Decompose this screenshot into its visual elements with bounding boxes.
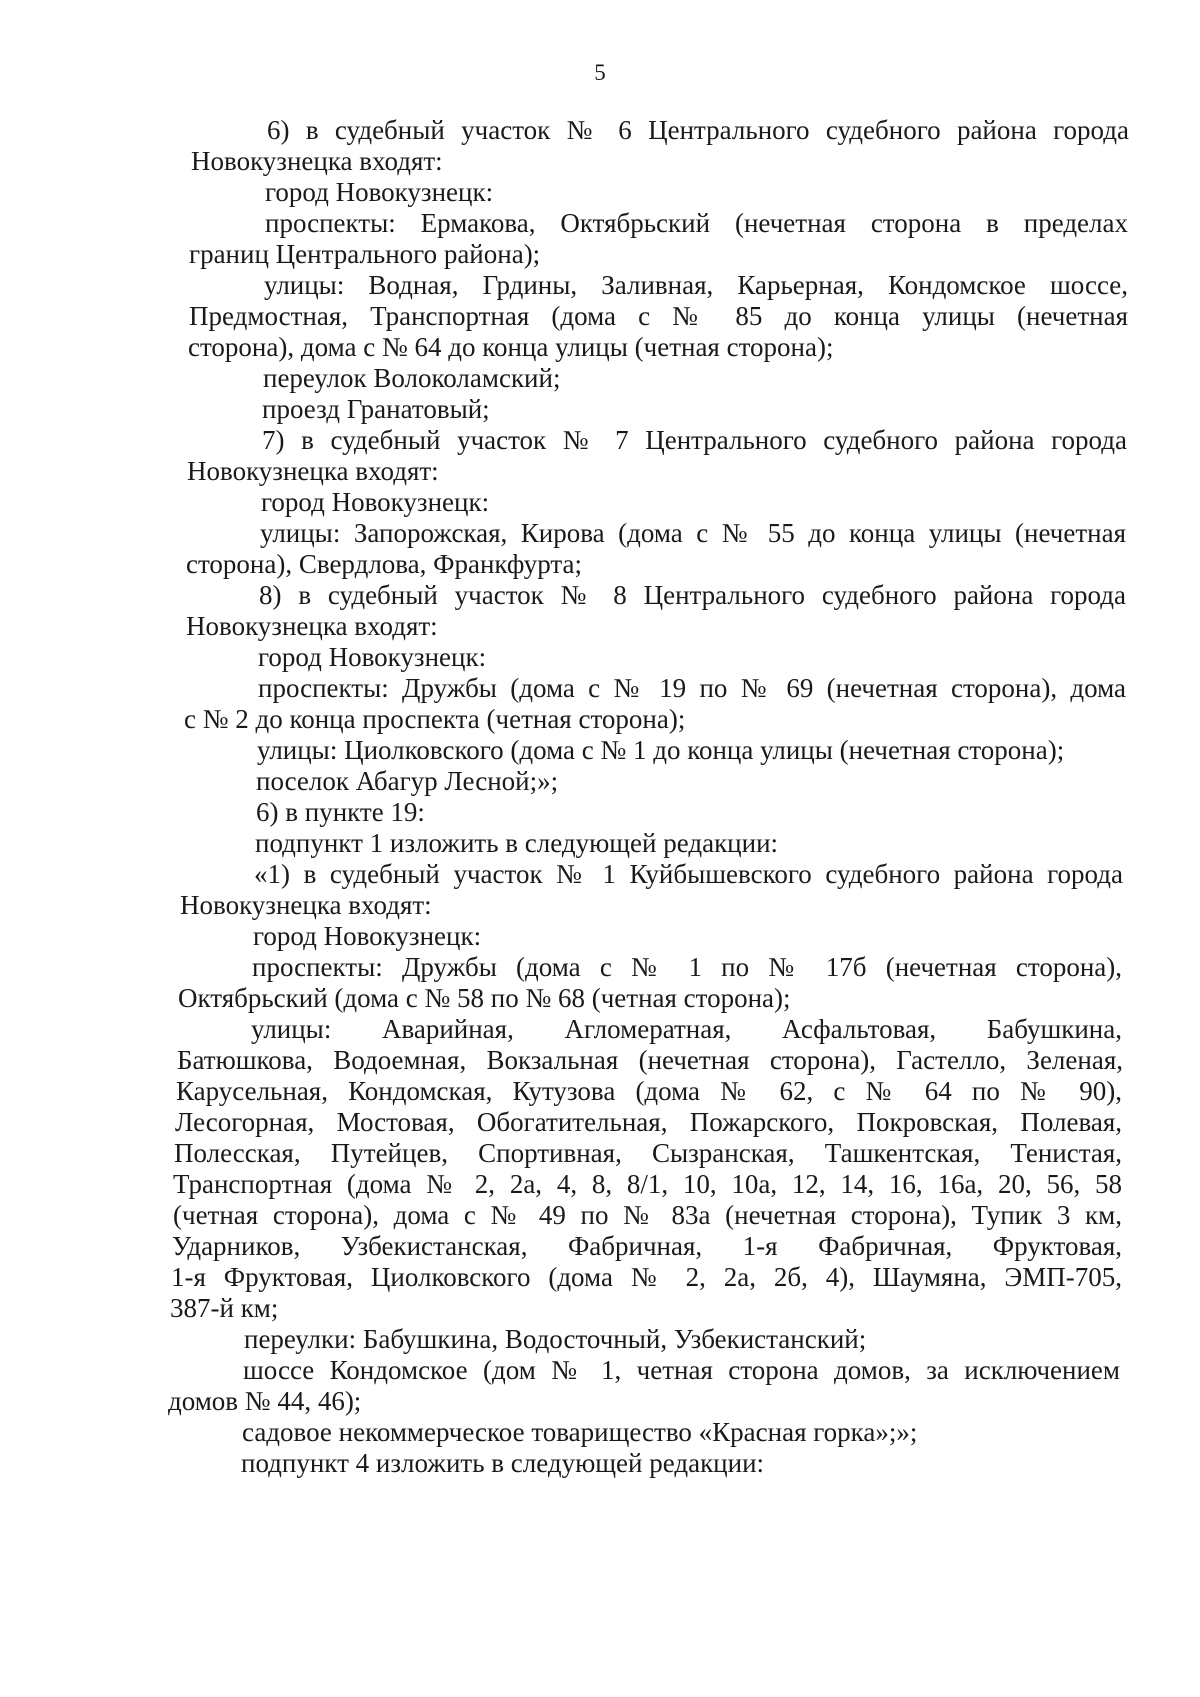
text-line: 7) в судебный участок № 7 Центрального судебного района города <box>262 425 1127 455</box>
text-line: шоссе Кондомское (дом № 1, четная сторона домов, за исключением <box>243 1355 1120 1385</box>
text-line: город Новокузнецк: <box>265 177 494 207</box>
page-number: 5 <box>594 60 606 85</box>
text-line: Новокузнецка входят: <box>186 611 438 641</box>
text-line: подпункт 1 изложить в следующей редакции: <box>255 828 779 858</box>
text-line: город Новокузнецк: <box>253 921 482 951</box>
text-line: с № 2 до конца проспекта (четная сторона); <box>184 704 686 734</box>
text-line: Полесская, Путейцев, Спортивная, Сызранская, Ташкентская, Тенистая, <box>174 1138 1122 1168</box>
text-line: Новокузнецка входят: <box>180 890 432 920</box>
text-line: Лесогорная, Мостовая, Обогатительная, Пожарского, Покровская, Полевая, <box>175 1107 1122 1137</box>
text-line: Транспортная (дома № 2, 2а, 4, 8, 8/1, 10, 10а, 12, 14, 16, 16а, 20, 56, 58 <box>173 1169 1122 1199</box>
text-line: (четная сторона), дома с № 49 по № 83а (нечетная сторона), Тупик 3 км, <box>173 1200 1122 1230</box>
text-line: Предмостная, Транспортная (дома с № 85 до конца улицы (нечетная <box>189 301 1128 331</box>
text-line: 6) в судебный участок № 6 Центрального судебного района города <box>267 115 1129 145</box>
text-line: улицы: Аварийная, Агломератная, Асфальтовая, Бабушкина, <box>251 1014 1122 1044</box>
text-line: проспекты: Дружбы (дома с № 1 по № 17б (нечетная сторона), <box>252 952 1122 982</box>
text-line: границ Центрального района); <box>189 239 541 269</box>
text-line: Новокузнецка входят: <box>191 146 443 176</box>
text-line: проспекты: Ермакова, Октябрьский (нечетная сторона в пределах <box>265 208 1128 238</box>
text-line: улицы: Водная, Грдины, Заливная, Карьерная, Кондомское шоссе, <box>264 270 1128 300</box>
text-line: сторона), Свердлова, Франкфурта; <box>186 549 582 579</box>
text-line: садовое некоммерческое товарищество «Красная горка»;»; <box>242 1417 918 1447</box>
text-line: улицы: Запорожская, Кирова (дома с № 55 до конца улицы (нечетная <box>260 518 1126 548</box>
text-line: «1) в судебный участок № 1 Куйбышевского судебного района города <box>254 859 1123 889</box>
text-line: проспекты: Дружбы (дома с № 19 по № 69 (нечетная сторона), дома <box>258 673 1126 703</box>
text-line: Октябрьский (дома с № 58 по № 68 (четная сторона); <box>178 983 791 1013</box>
text-line: город Новокузнецк: <box>258 642 487 672</box>
text-line: проезд Гранатовый; <box>262 394 490 424</box>
text-line: сторона), дома с № 64 до конца улицы (четная сторона); <box>188 332 834 362</box>
text-line: Карусельная, Кондомская, Кутузова (дома № 62, с № 64 по № 90), <box>176 1076 1122 1106</box>
text-line: переулок Волоколамский; <box>263 363 561 393</box>
text-line: 6) в пункте 19: <box>256 797 425 827</box>
text-line: 387-й км; <box>170 1293 279 1323</box>
text-line: Батюшкова, Водоемная, Вокзальная (нечетная сторона), Гастелло, Зеленая, <box>177 1045 1123 1075</box>
text-line: поселок Абагур Лесной;»; <box>256 766 559 796</box>
text-line: Ударников, Узбекистанская, Фабричная, 1-я Фабричная, Фруктовая, <box>172 1231 1122 1261</box>
text-line: город Новокузнецк: <box>261 487 490 517</box>
text-line: 8) в судебный участок № 8 Центрального судебного района города <box>259 580 1126 610</box>
text-line: улицы: Циолковского (дома с № 1 до конца улицы (нечетная сторона); <box>257 735 1065 765</box>
text-line: 1-я Фруктовая, Циолковского (дома № 2, 2а, 2б, 4), Шаумяна, ЭМП-705, <box>171 1262 1122 1292</box>
text-line: домов № 44, 46); <box>168 1386 362 1416</box>
text-line: Новокузнецка входят: <box>187 456 439 486</box>
text-line: переулки: Бабушкина, Водосточный, Узбекистанский; <box>244 1324 867 1354</box>
text-line: подпункт 4 изложить в следующей редакции: <box>241 1448 765 1478</box>
